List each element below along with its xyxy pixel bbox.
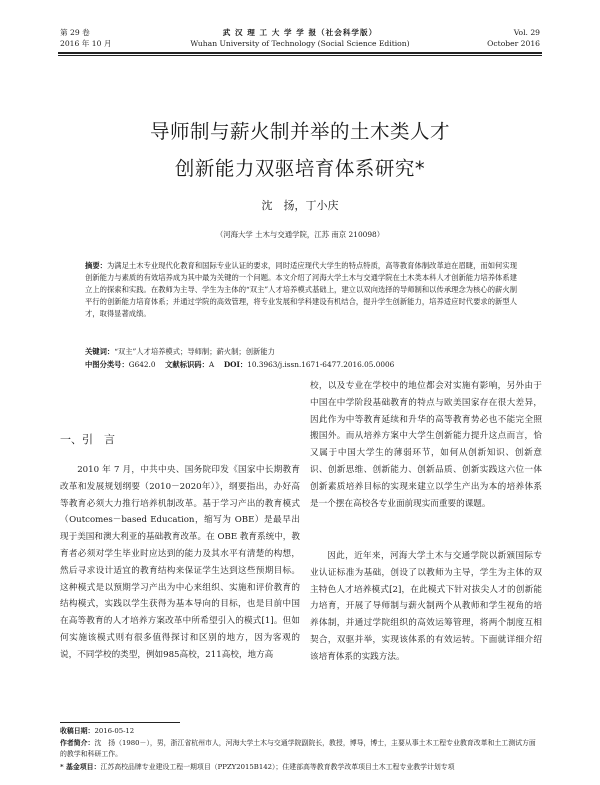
received-date: 2016-05-12 bbox=[94, 727, 135, 735]
footnote-fund bbox=[60, 762, 544, 773]
intro-paragraph-1: 2010 年 7 月，中共中央、国务院印发《国家中长期教育改革和发展规划纲要（2010－2020年）》，纲要指出，办好高等教育必须大力推行培养机制改革。基于学习产出的教育模式（Outcomes－based Education，缩写为 OBE）是最早出现于美国和澳大利亚的基础教育改革。在 OBE 教育系统中，教育者必须对学生毕业时应达到的能力及其水平有清楚的构想，然后寻求设计适宜的教育结构来保证学生达到这些预期目标。这种模式是以预期学习产出为中心来组织、实施和评价教育的结构模式，实践以学生获得为基本导向的目标，也是目前中国在高等教育的人才培养方案改革中所希望引入的模式[1]。但如何实施该模式则有很多值得探讨和区别的地方，因为客观的说，不同学校的类型，例如985高校，211高校，地方高 bbox=[60, 465, 300, 660]
header-volume-en: Vol. 29 bbox=[513, 28, 540, 37]
received-label: 收稿日期： bbox=[60, 727, 95, 735]
header-rule bbox=[58, 52, 542, 54]
fund-text: 江苏高校品牌专业建设工程一期项目（PPZY2015B142）；住建部高等教育教学改革项目土木工程专业教学计划专项 bbox=[100, 763, 455, 771]
abstract-text: 为满足土木专业现代化教育和国际专业认证的要求，同时适应现代大学生的特点特质，高等教育体制改革迫在眉睫，而如何实现创新能力与素质的有效培养成为其中最为关键的一个问题。本文介绍了河海大学土木与交通学院在土木类本科人才创新能力培养体系建立上的探索和实践。在教师为主导、学生为主体的“双主”人才培养模式基础上，建立以双向选择的导师制和以传承理念为核心的薪火制平行的创新能力培育体系；并通过学院的高效管理，将专业发展和学科建设有机结合，提升学生创新能力，培养适应时代要求的新型人才，取得显著成绩。 bbox=[85, 261, 517, 318]
bio-label: 作者简介： bbox=[60, 739, 95, 747]
intro-paragraph-3: 因此，近年来，河海大学土木与交通学院以新颁国际专业认证标准为基础，创设了以教师为主导，学生为主体的双主特色人才培养模式[2]，在此模式下针对拔尖人才的创新能力培育，开展了导师制与薪火制两个从教师和学生视角的培养体制，并通过学院组织的高效运筹管理，将两个制度互相契合，双驱并举，实现该体系的有效运转。下面就详细介绍该培育体系的实践方法。 bbox=[310, 551, 542, 662]
keywords bbox=[85, 346, 517, 357]
intro-paragraph-2: 校，以及专业在学校中的地位都会对实施有影响，另外由于中国在中学阶段基础教育的特点与欧美国家存在很大差异，因此作为中等教育延续和升华的高等教育势必也不能完全照搬国外。而从培养方案中大学生创新能力提升这点而言，恰又属于中国大学生的薄弱环节，如何从创新知识、创新意识、创新思维、创新能力、创新品质、创新实践这六位一体创新素质培养目标的实现来建立以学生产出为本的培养体系是一个摆在高校各专业面前现实而重要的课题。 bbox=[310, 381, 542, 509]
doc-code-label: 文献标识码： bbox=[165, 360, 209, 369]
header-date-en: October 2016 bbox=[487, 39, 540, 48]
header-journal-cn: 武 汉 理 工 大 学 学 报（社会科学版） bbox=[222, 28, 378, 37]
keywords-label: 关键词： bbox=[85, 347, 115, 356]
footnote-rule bbox=[60, 722, 180, 723]
doi-label: DOI： bbox=[223, 360, 248, 369]
bio-text: 沈 扬（1980－），男，浙江省杭州市人，河海大学土木与交通学院副院长，教授，博导，博士，主要从事土木工程专业教育改革和土工测试方面的教学和科研工作。 bbox=[60, 739, 536, 758]
paper-title-line-1: 导师制与薪火制并举的土木类人才 bbox=[149, 120, 450, 143]
header-rule-thin bbox=[58, 55, 542, 56]
keywords-text: “双主”人才培养模式；导师制；薪火制；创新能力 bbox=[114, 347, 275, 356]
footnote-author-bio bbox=[60, 738, 542, 760]
authors: 沈 扬，丁小庆 bbox=[261, 199, 339, 212]
abstract-label: 摘要： bbox=[85, 261, 107, 270]
doi-value: 10.3963/j.issn.1671-6477.2016.05.0006 bbox=[247, 360, 395, 369]
paper-title-line-2: 创新能力双驱培育体系研究* bbox=[174, 157, 426, 180]
section-heading-intro: 一、引 言 bbox=[60, 433, 115, 446]
header-journal-en: Wuhan University of Technology (Social Science Edition) bbox=[190, 39, 410, 48]
header-date-cn: 2016 年 10 月 bbox=[60, 39, 112, 48]
header-volume-cn: 第 29 卷 bbox=[60, 28, 90, 37]
classification-line bbox=[85, 359, 517, 370]
clc-label: 中图分类号： bbox=[85, 360, 129, 369]
abstract bbox=[85, 260, 517, 320]
affiliation: （河海大学 土木与交通学院，江苏 南京 210098） bbox=[215, 230, 385, 239]
clc-value: G642.0 bbox=[128, 360, 156, 369]
fund-label: * 基金项目： bbox=[60, 763, 101, 771]
footnote-received bbox=[60, 726, 542, 737]
doc-code-value: A bbox=[208, 360, 215, 369]
